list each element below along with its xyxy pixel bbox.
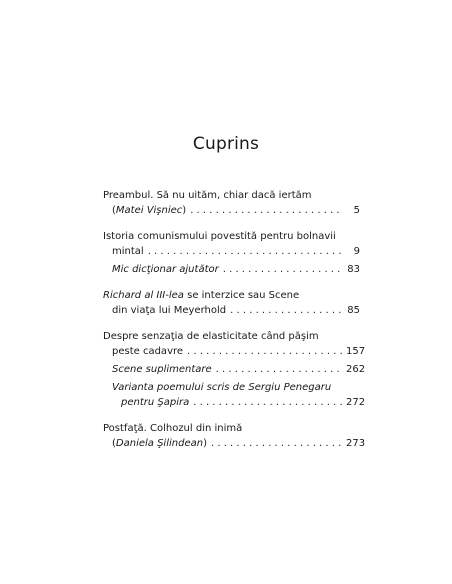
dot-leader xyxy=(223,262,342,277)
toc-entry-leader-line: din viaţa lui Meyerhold . . . 85 xyxy=(103,303,360,318)
dot-leader xyxy=(190,203,342,218)
toc-subentry-mic-dictionar: Mic dicţionar ajutător . . . 83 xyxy=(103,262,360,277)
toc-entry-author: (Daniela Şilindean) xyxy=(112,438,207,449)
toc-entry-title: Preambul. Să nu uităm, chiar dacă iertăm xyxy=(103,190,312,201)
toc-entry-postfata xyxy=(103,421,366,451)
dot-leader xyxy=(187,344,342,359)
toc-entry-title: Despre senzaţia de elasticitate când păşim xyxy=(103,331,319,342)
dot-leader xyxy=(148,244,342,259)
page-number: 83 xyxy=(347,264,360,275)
page-number: 273 xyxy=(346,438,366,449)
toc-entry-title: Istoria comunismului povestită pentru bolnavii xyxy=(103,231,336,242)
page-number: 5 xyxy=(353,205,360,216)
toc-entry-despre-senzatia xyxy=(103,329,366,410)
toc-entry-leader-line: mintal . . . 9 xyxy=(103,244,360,259)
toc-subentry-scene-suplimentare: Scene suplimentare . . . 262 xyxy=(103,362,360,377)
toc-entry-leader-line xyxy=(103,436,366,451)
page-number: 157 xyxy=(346,346,366,357)
dot-leader xyxy=(216,362,342,377)
toc-entry-title: Postfaţă. Colhozul din inimă xyxy=(103,423,243,434)
page-number: 262 xyxy=(346,364,366,375)
dot-leader xyxy=(193,395,342,410)
dot-leader xyxy=(230,303,342,318)
dot-leader xyxy=(211,436,342,451)
table-of-contents xyxy=(103,188,366,451)
page-number: 272 xyxy=(346,397,366,408)
toc-entry-author: (Matei Vişniec) xyxy=(112,205,187,216)
page-title: Cuprins xyxy=(192,134,260,154)
toc-entry-preambul xyxy=(103,188,360,218)
toc-entry-istoria xyxy=(103,229,360,277)
toc-entry-richard xyxy=(103,288,360,318)
toc-entry-leader-line: peste cadavre . . . 157 xyxy=(103,344,360,359)
toc-entry-title: Richard al III-lea se interzice sau Scene xyxy=(103,290,300,301)
toc-entry-leader-line xyxy=(103,203,360,218)
toc-subentry-varianta-poemului: Varianta poemului scris de Sergiu Penegaru pentru Şapira . . . 272 xyxy=(103,380,360,410)
page-number: 9 xyxy=(353,246,360,257)
page-number: 85 xyxy=(347,305,360,316)
